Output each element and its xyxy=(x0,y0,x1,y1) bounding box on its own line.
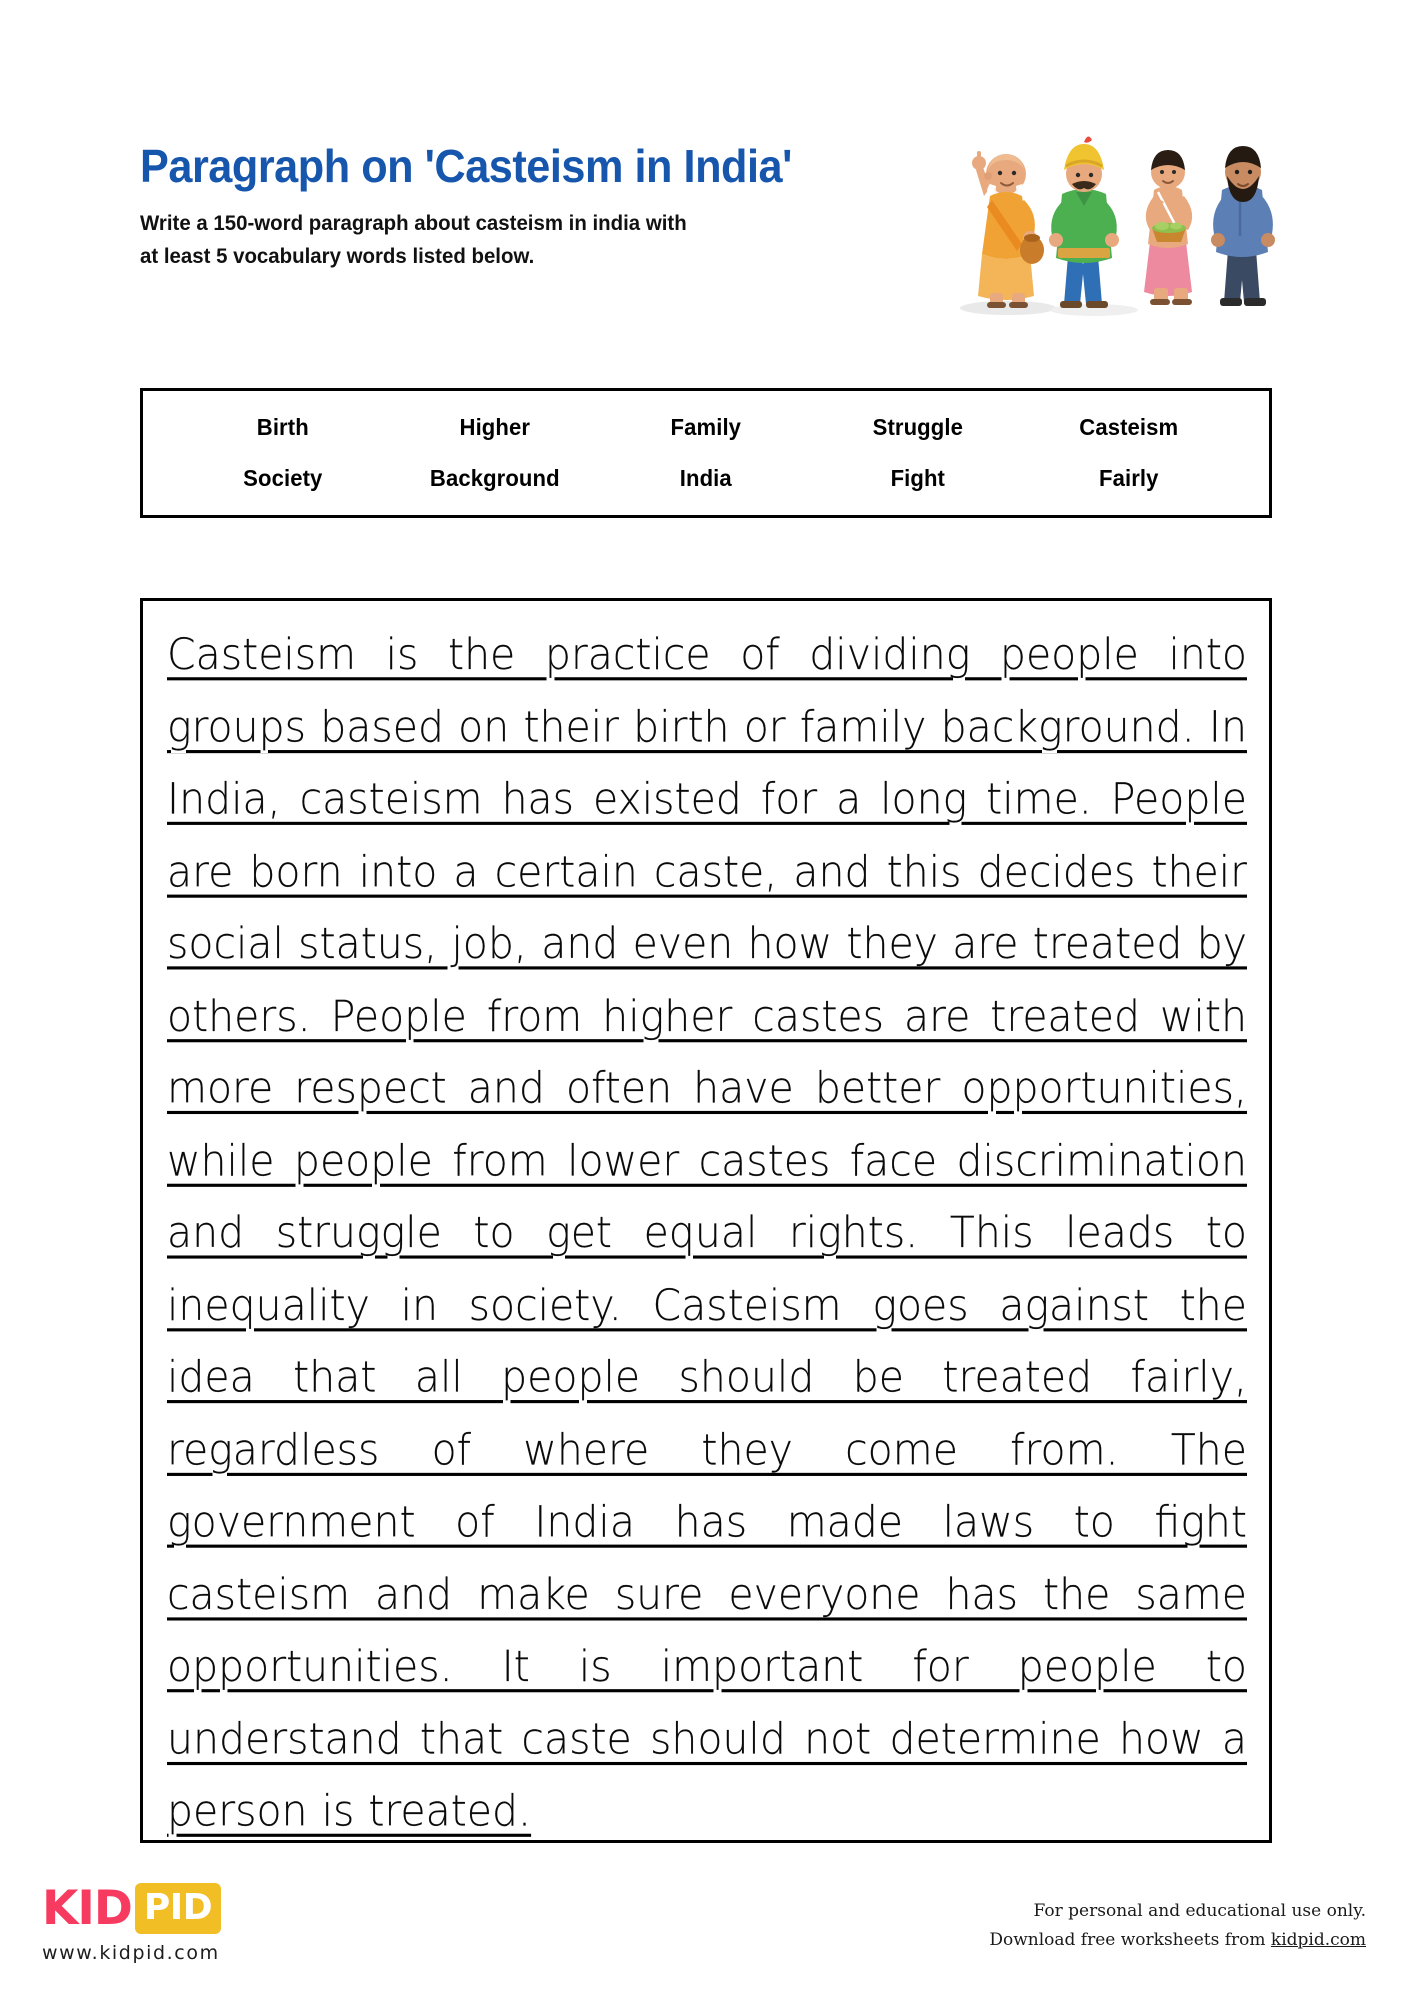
vocabulary-word: Background xyxy=(429,465,560,491)
vocabulary-word: Society xyxy=(243,465,323,491)
footer-notice-line-1: For personal and educational use only. xyxy=(1033,1900,1366,1921)
figure-monk xyxy=(972,151,1044,308)
vocabulary-word: Fight xyxy=(890,465,945,491)
vocabulary-row-1 xyxy=(143,414,1269,441)
logo-pid-text: PID xyxy=(135,1883,221,1934)
kidpid-logo xyxy=(42,1882,221,1964)
page-footer xyxy=(0,1850,1414,2000)
footer-notice-line-2 xyxy=(989,1926,1366,1956)
vocabulary-word: Higher xyxy=(459,414,530,440)
vocabulary-box xyxy=(140,388,1272,518)
figure-turban-man xyxy=(1049,136,1119,308)
vocabulary-word: Struggle xyxy=(872,414,963,440)
instructions-line-1: Write a 150-word paragraph about casteism in india with xyxy=(140,210,687,235)
instructions xyxy=(140,207,881,274)
worksheet-header xyxy=(140,140,1280,340)
vocabulary-word: Casteism xyxy=(1079,414,1179,440)
indian-men-illustration xyxy=(946,130,1276,320)
logo-kid-text: KID xyxy=(42,1880,132,1936)
figure-offering-man xyxy=(1144,150,1192,305)
page-title: Paragraph on 'Casteism in India' xyxy=(140,140,792,192)
answer-paragraph: Casteism is the practice of dividing people into groups based on their birth or family background. In India, casteism has existed for a long time. People are born into a certain caste, and this decides their social status, job, and even how they are treated by others. People from higher castes are treated with more respect and often have better opportunities, while people from lower castes face discrimination and struggle to get equal rights. This leads to inequality in society. Casteism goes against the idea that all people should be treated fairly, regardless of where they come from. The government of India has made laws to fight casteism and make sure everyone has the same opportunities. It is important for people to understand that caste should not determine how a person is treated. xyxy=(167,629,1247,1836)
instructions-line-2: at least 5 vocabulary words listed below. xyxy=(140,244,535,269)
answer-box[interactable] xyxy=(140,598,1272,1843)
kidpid-link[interactable]: kidpid.com xyxy=(1270,1930,1366,1951)
logo-website-url: www.kidpid.com xyxy=(42,1942,220,1964)
footer-notice xyxy=(989,1897,1366,1957)
vocabulary-word: Fairly xyxy=(1099,465,1159,491)
vocabulary-word: Family xyxy=(670,414,742,440)
header-text-block xyxy=(140,140,920,274)
vocabulary-word: India xyxy=(679,465,732,491)
logo-mark xyxy=(42,1882,221,1934)
vocabulary-word: Birth xyxy=(256,414,309,440)
figure-bearded-man xyxy=(1211,146,1275,306)
vocabulary-row-2 xyxy=(143,465,1269,492)
footer-notice-prefix: Download free worksheets from xyxy=(989,1930,1271,1951)
